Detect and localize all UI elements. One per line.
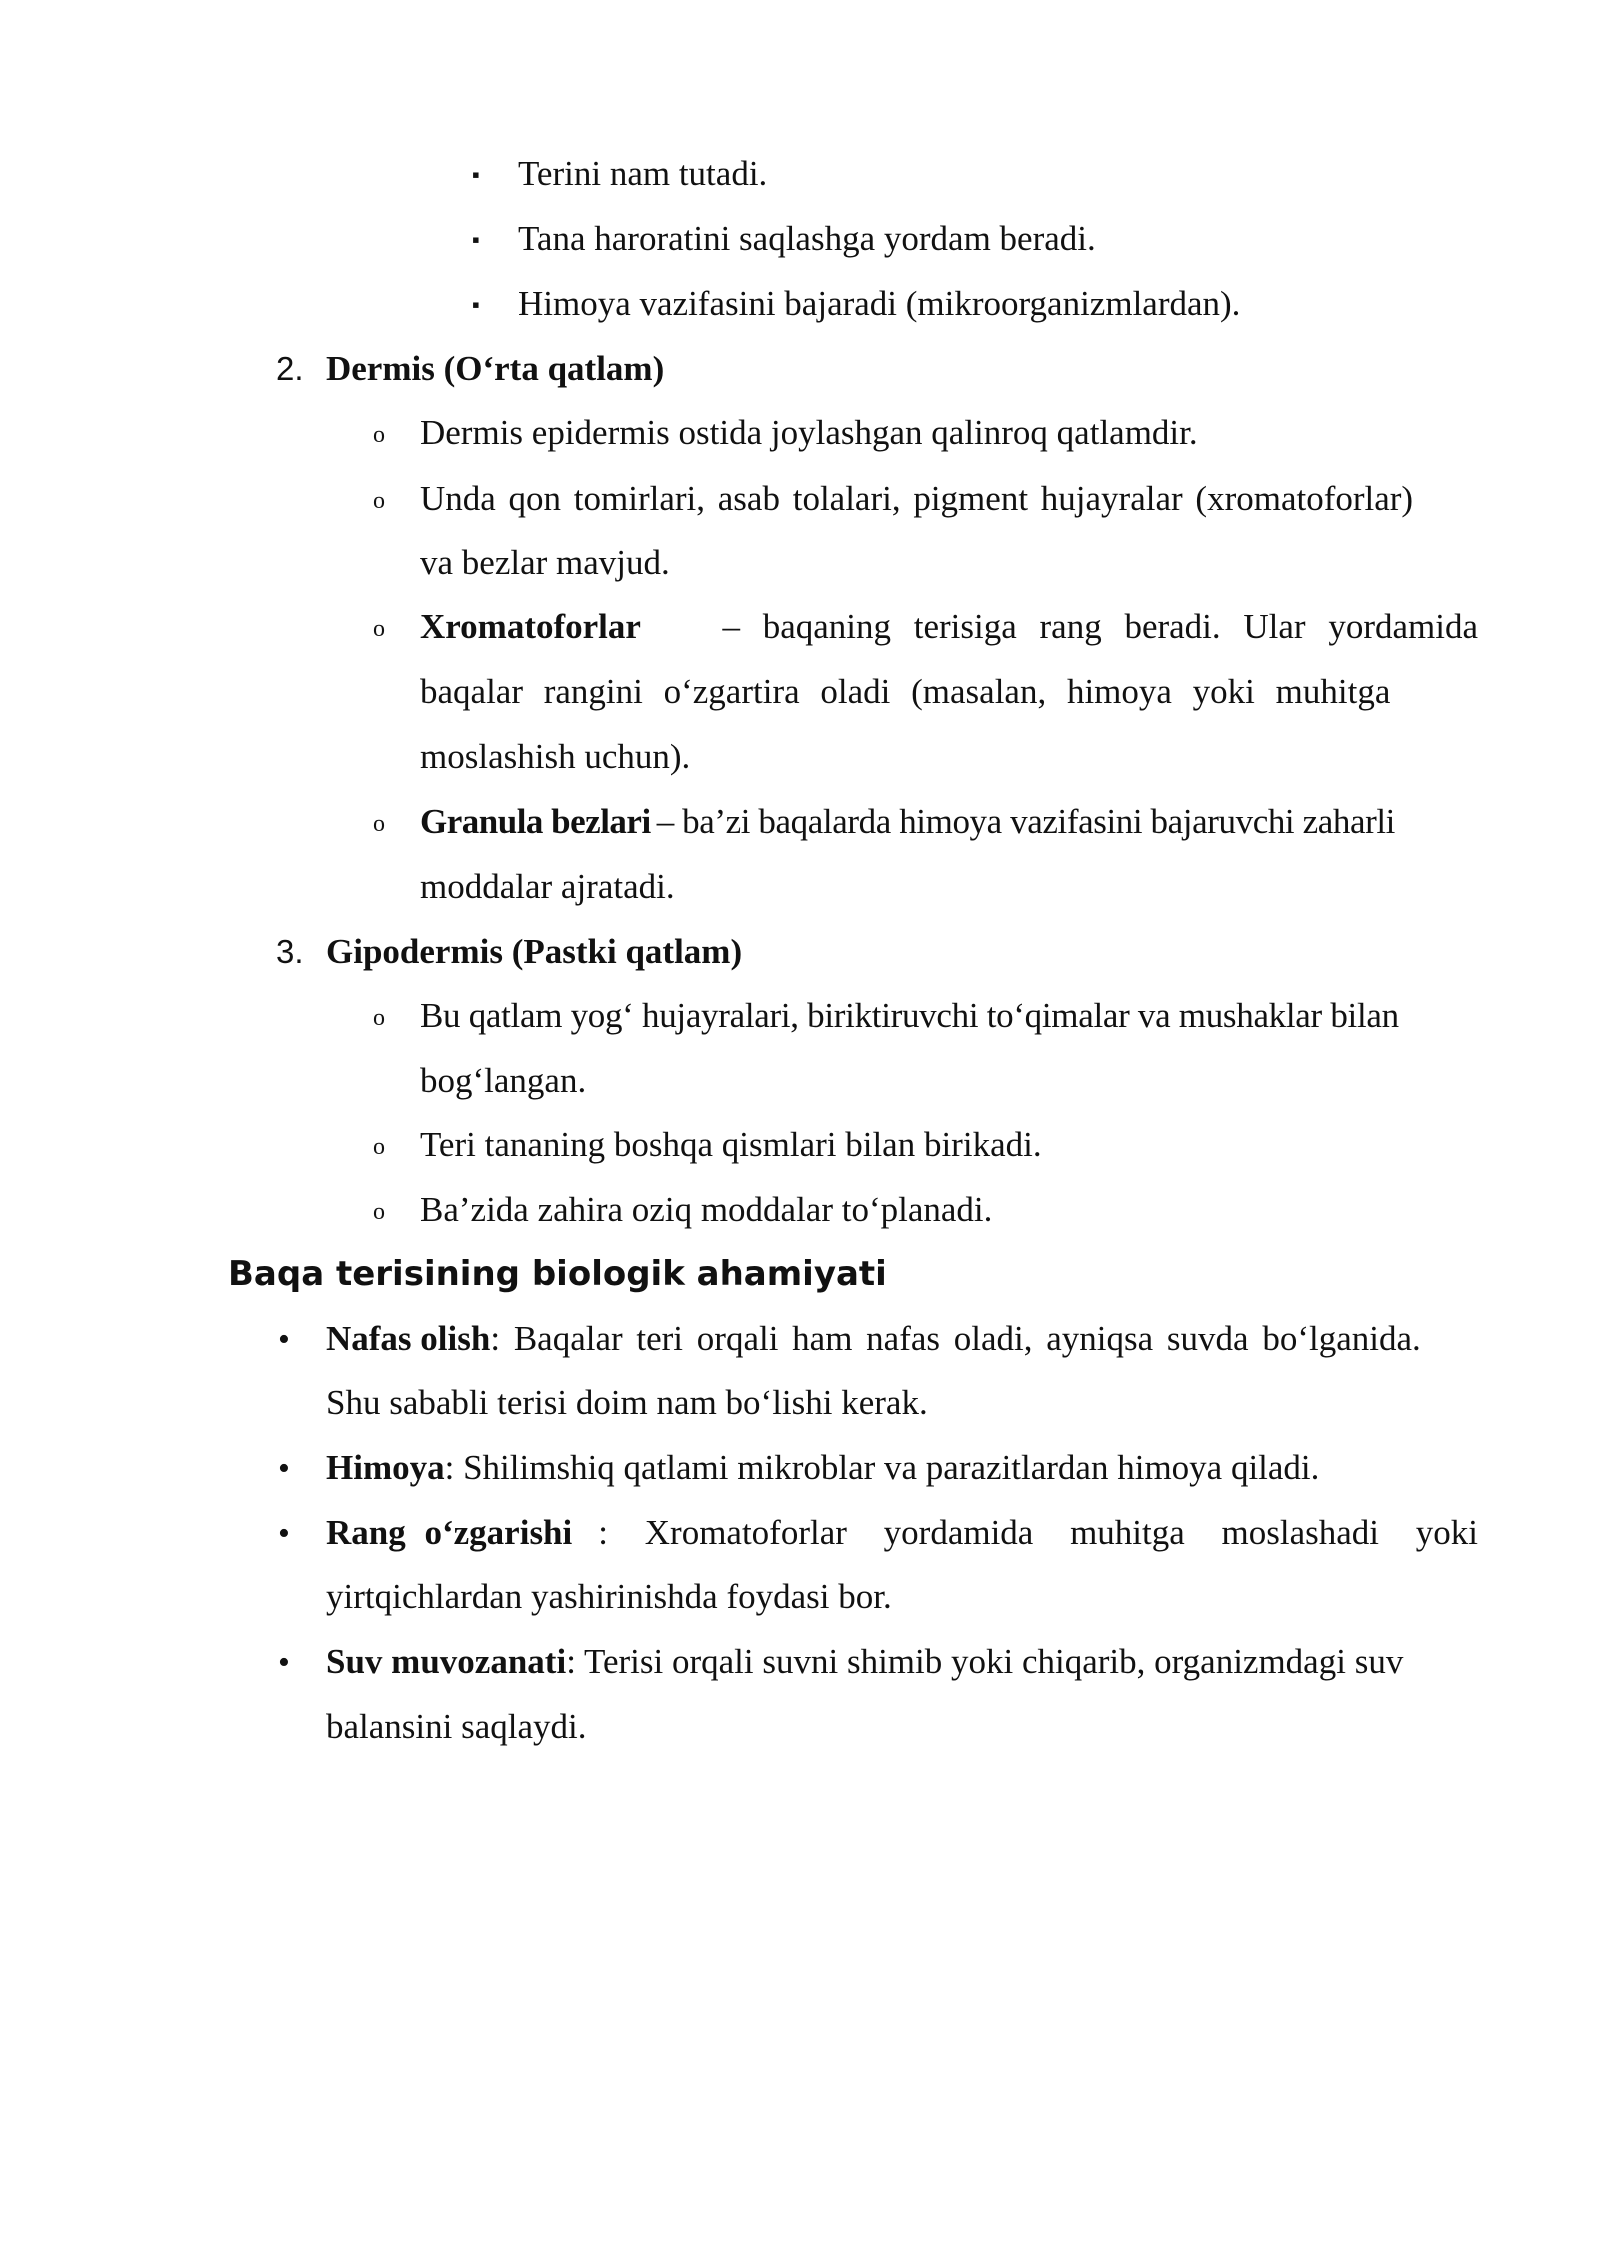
list-item-line: yirtqichlardan yashirinishda foydasi bor. xyxy=(326,1577,892,1616)
section-title: Dermis (O‘rta qatlam) xyxy=(326,349,665,388)
circle-bullet-icon: o xyxy=(373,1199,385,1225)
list-item-line: bog‘langan. xyxy=(420,1061,587,1100)
list-item-line: baqalar rangini o‘zgartira oladi (masalan, himoya yoki muhitga xyxy=(420,672,1391,711)
list-item-line: Bu qatlam yog‘ hujayralari, biriktiruvchi to‘qimalar va mushaklar bilan xyxy=(420,996,1399,1035)
list-item: Tana haroratini saqlashga yordam beradi. xyxy=(518,219,1096,258)
square-bullet-icon: ▪ xyxy=(472,227,480,252)
bullet-icon: • xyxy=(278,1321,290,1358)
list-item: Terini nam tutadi. xyxy=(518,154,768,193)
list-item: Himoya vazifasini bajaradi (mikroorganizmlardan). xyxy=(518,284,1241,323)
bullet-icon: • xyxy=(278,1515,290,1552)
circle-bullet-icon: o xyxy=(373,811,385,837)
circle-bullet-icon: o xyxy=(373,422,385,448)
list-item-line: balansini saqlaydi. xyxy=(326,1707,587,1746)
circle-bullet-icon: o xyxy=(373,1134,385,1160)
list-item-line: Suv muvozanati: Terisi orqali suvni shimib yoki chiqarib, organizmdagi suv xyxy=(326,1642,1404,1681)
list-item-line: Nafas olish: Baqalar teri orqali ham nafas oladi, ayniqsa suvda bo‘lganida. xyxy=(326,1319,1421,1358)
square-bullet-icon: ▪ xyxy=(472,162,480,187)
section-number: 2. xyxy=(276,350,304,387)
list-item-line: Rang o‘zgarishi : Xromatoforlar yordamida muhitga moslashadi yoki xyxy=(326,1513,1478,1552)
square-bullet-icon: ▪ xyxy=(472,292,480,317)
bullet-icon: • xyxy=(278,1450,290,1487)
circle-bullet-icon: o xyxy=(373,1005,385,1031)
list-item: Ba’zida zahira oziq moddalar to‘planadi. xyxy=(420,1190,993,1229)
circle-bullet-icon: o xyxy=(373,616,385,642)
list-item: Dermis epidermis ostida joylashgan qalinroq qatlamdir. xyxy=(420,413,1198,452)
list-item: Teri tananing boshqa qismlari bilan birikadi. xyxy=(420,1125,1042,1164)
list-item-line: moddalar ajratadi. xyxy=(420,867,675,906)
list-item: Himoya: Shilimshiq qatlami mikroblar va parazitlardan himoya qiladi. xyxy=(326,1448,1320,1487)
list-item-line: Xromatoforlar – baqaning terisiga rang beradi. Ular yordamida xyxy=(420,607,1478,646)
list-item-line: moslashish uchun). xyxy=(420,737,691,776)
section-number: 3. xyxy=(276,933,304,970)
section-title: Gipodermis (Pastki qatlam) xyxy=(326,932,743,971)
list-item-line: va bezlar mavjud. xyxy=(420,543,670,582)
list-item-line: Unda qon tomirlari, asab tolalari, pigment hujayralar (xromatoforlar) xyxy=(420,479,1414,518)
section-heading: Baqa terisining biologik ahamiyati xyxy=(228,1254,887,1294)
bullet-icon: • xyxy=(278,1644,290,1681)
list-item-line: Granula bezlari – ba’zi baqalarda himoya vazifasini bajaruvchi zaharli xyxy=(420,802,1396,841)
circle-bullet-icon: o xyxy=(373,488,385,514)
list-item-line: Shu sababli terisi doim nam bo‘lishi kerak. xyxy=(326,1383,928,1422)
